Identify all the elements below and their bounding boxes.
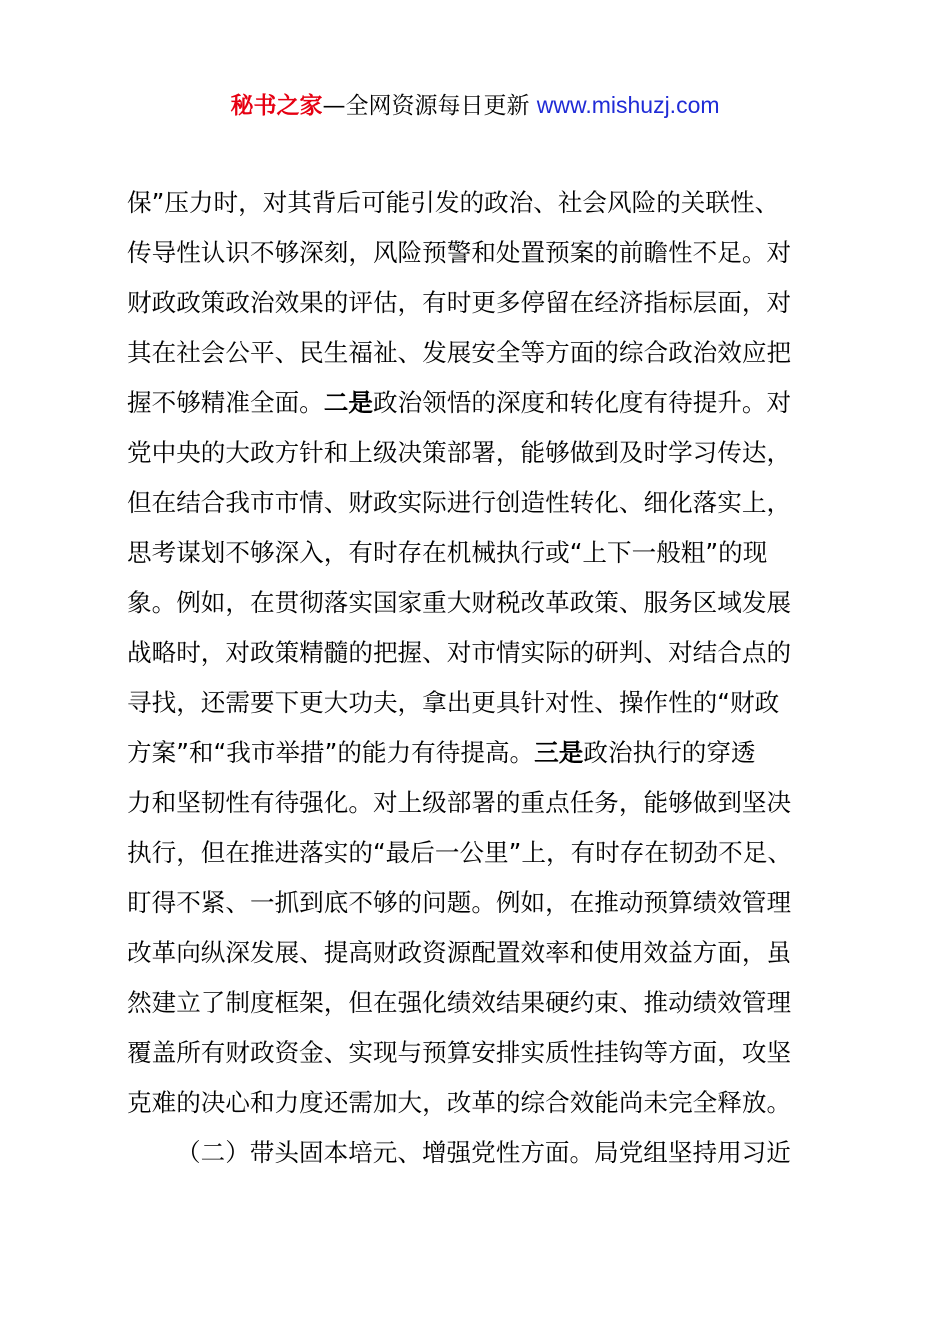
line-text-after: 政治执行的穿透 (583, 738, 756, 767)
paragraph-line-3: 财政政策政治效果的评估，有时更多停留在经济指标层面，对 (127, 288, 792, 317)
paragraph-line-8: 思考谋划不够深入，有时存在机械执行或“上下一般粗”的现 (127, 538, 768, 567)
paragraph-line-1: 保”压力时，对其背后可能引发的政治、社会风险的关联性、 (127, 188, 780, 217)
paragraph-line-17: 然建立了制度框架，但在强化绩效结果硬约束、推动绩效管理 (127, 988, 792, 1017)
document-header (0, 88, 950, 123)
site-url-link[interactable]: www.mishuzj.com (536, 92, 720, 118)
paragraph-line-10: 战略时，对政策精髓的把握、对市情实际的研判、对结合点的 (127, 638, 792, 667)
brand-name: 秘书之家 (230, 93, 323, 119)
paragraph-line-16: 改革向纵深发展、提高财政资源配置效率和使用效益方面，虽 (127, 938, 792, 967)
paragraph-line-14: 执行，但在推进落实的“最后一公里”上，有时存在韧劲不足、 (127, 838, 792, 867)
paragraph-line-11: 寻找，还需要下更大功夫，拿出更具针对性、操作性的“财政 (127, 688, 780, 717)
line-text-before: 方案”和“我市举措”的能力有待提高。 (127, 738, 535, 767)
paragraph-line-6: 党中央的大政方针和上级决策部署，能够做到及时学习传达， (127, 438, 792, 467)
paragraph-line-15: 盯得不紧、一抓到底不够的问题。例如，在推动预算绩效管理 (127, 888, 792, 917)
paragraph-line-18: 覆盖所有财政资金、实现与预算安排实质性挂钩等方面，攻坚 (127, 1038, 792, 1067)
line-text-after: 政治领悟的深度和转化度有待提升。对 (372, 388, 792, 417)
section-heading-line: （二）带头固本培元、增强党性方面。局党组坚持用习近 (176, 1138, 791, 1167)
document-body (127, 178, 847, 1178)
paragraph-line-13: 力和坚韧性有待强化。对上级部署的重点任务，能够做到坚决 (127, 788, 792, 817)
paragraph-line-2: 传导性认识不够深刻，风险预警和处置预案的前瞻性不足。对 (127, 238, 792, 267)
paragraph-line-9: 象。例如，在贯彻落实国家重大财税改革政策、服务区域发展 (127, 588, 792, 617)
line-text-before: 握不够精准全面。 (127, 388, 324, 417)
paragraph-line-5 (127, 378, 847, 428)
bold-point-marker: 二是 (323, 388, 373, 417)
paragraph-line-19: 克难的决心和力度还需加大，改革的综合效能尚未完全释放。 (127, 1088, 792, 1117)
header-tagline: —全网资源每日更新 (322, 93, 537, 119)
paragraph-line-7: 但在结合我市市情、财政实际进行创造性转化、细化落实上， (127, 488, 792, 517)
paragraph-line-4: 其在社会公平、民生福祉、发展安全等方面的综合政治效应把 (127, 338, 792, 367)
paragraph-line-12 (127, 728, 847, 778)
bold-point-marker: 三是 (534, 738, 584, 767)
